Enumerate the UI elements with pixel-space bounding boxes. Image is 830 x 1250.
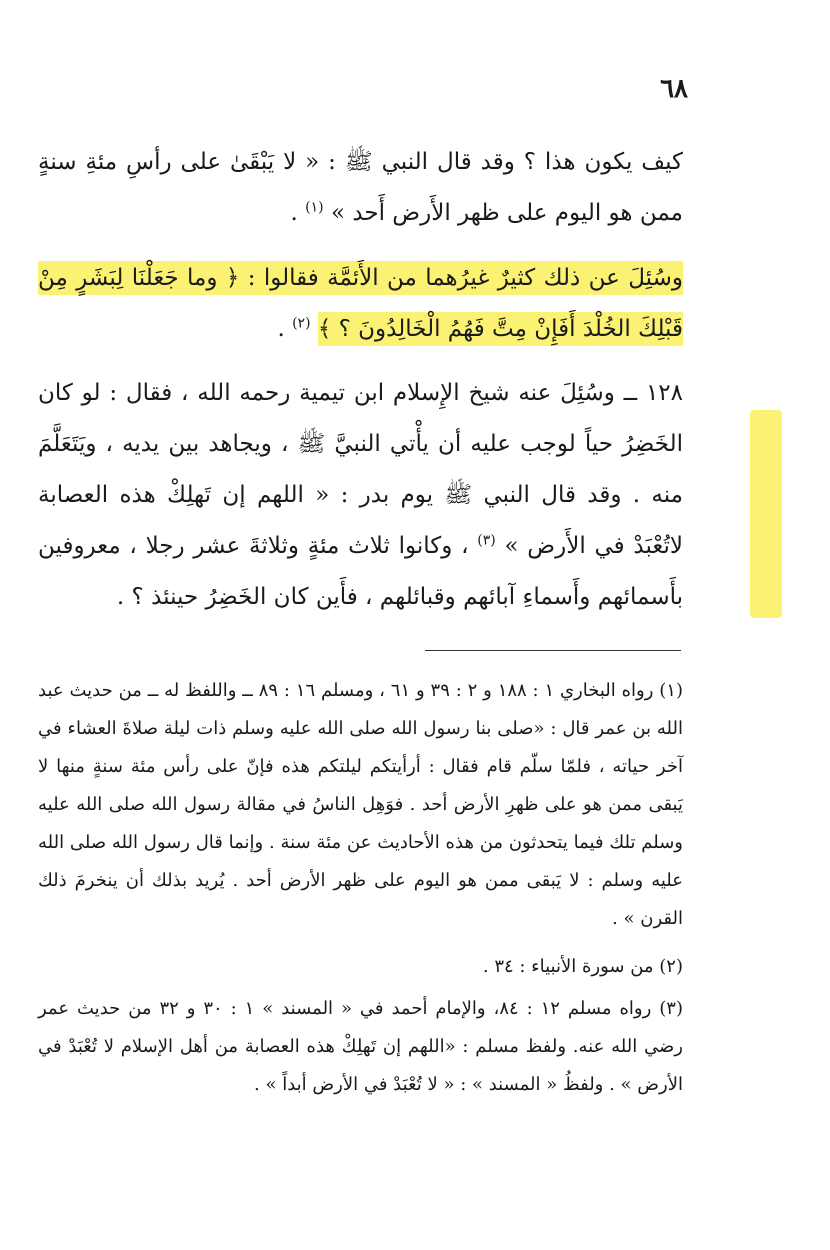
period: .: [290, 200, 306, 226]
paragraph-text-continued: ، وكانوا ثلاث مئةٍ وثلاثةَ عشر رجلا ، معروفين بأَسمائهم وأَسماءِ آبائهم وقبائلهم ، فأَين كان الخَضِرُ حينئذ ؟ .: [38, 533, 683, 610]
paragraph-text: ١٢٨ ــ وسُئِلَ عنه شيخ الإِسلام ابن تيمية رحمه الله ، فقال : لو كان الخَضِرُ حياً لوجب عليه أن يأْتي النبيَّ ﷺ ، ويجاهد بين يديه ، ويَتَعَلَّمَ منه . وقد قال النبي ﷺ يوم بدر : « اللهم إن تَهلِكْ هذه العصابة لاتُعْبَدْ في الأَرض »: [38, 380, 684, 559]
footnote-ref-3: (٣): [477, 532, 496, 549]
footnote-1: (١) رواه البخاري ١ : ١٨٨ و ٢ : ٣٩ و ٦١ ، ومسلم ١٦ : ٨٩ ــ واللفظ له ــ من حديث عبد الله بن عمر قال : «صلى بنا رسول الله صلى الله عليه وسلم ذات ليلة صلاةَ العشاء في آخر حياته ، فلمّا سلّم قام فقال : أرأيتكم ليلتكم هذه فإنّ على رأس مئة سنةٍ منها لا يَبقى ممن هو على ظهرِ الأرض أحد . فوَهِل الناسُ في مقالة رسول الله صلى الله عليه وسلم تلك فيما يتحدثون من هذه الأحاديث عن مئة سنة . وإنما قال رسول الله صلى الله عليه وسلم : لا يَبقى ممن هو اليوم على ظهر الأرض أحد . يُريد بذلك أن ينخرمَ ذلك القرن » .: [38, 680, 684, 929]
footnote-3: (٣) رواه مسلم ١٢ : ٨٤، والإمام أحمد في « المسند » ١ : ٣٠ و ٣٢ من حديث عمر رضي الله عنه. ولفظ مسلم : «اللهم إن تَهلِكْ هذه العصابة من أهل الإسلام لا تُعْبَدْ في الأرض » . ولفظُ « المسند » : « لا تُعْبَدْ في الأرض أبداً » .: [38, 998, 683, 1095]
footnote-ref-2: (٢): [292, 315, 311, 332]
paragraph-ibn-taymiyyah: [38, 368, 683, 623]
highlighted-quran-verse: وسُئِلَ عن ذلك كثيرٌ غيرُهما من الأَئمَّة فقالوا : ﴿ وما جَعَلْنَا لِبَشَرٍ مِنْ قَبْلِكَ الخُلْدَ أَفَإِنْ مِتَّ فَهُمُ الْخَالِدُونَ ؟ ﴾: [38, 261, 683, 346]
margin-highlight-mark: [750, 410, 782, 618]
footnote-2: (٢) من سورة الأنبياء : ٣٤ .: [482, 956, 683, 977]
paragraph-text: كيف يكون هذا ؟ وقد قال النبي ﷺ : « لا يَبْقَىٰ على رأسِ مئةِ سنةٍ ممن هو اليوم على ظهر الأَرض أَحد »: [38, 149, 683, 226]
paragraph-khidr-question: [38, 137, 683, 239]
footnote-ref-1: (١): [305, 199, 324, 216]
paragraph-imams-answer: [38, 253, 683, 355]
footnote-divider: [425, 650, 681, 651]
period: .: [277, 316, 293, 342]
page-number: ٦٨: [660, 74, 688, 104]
